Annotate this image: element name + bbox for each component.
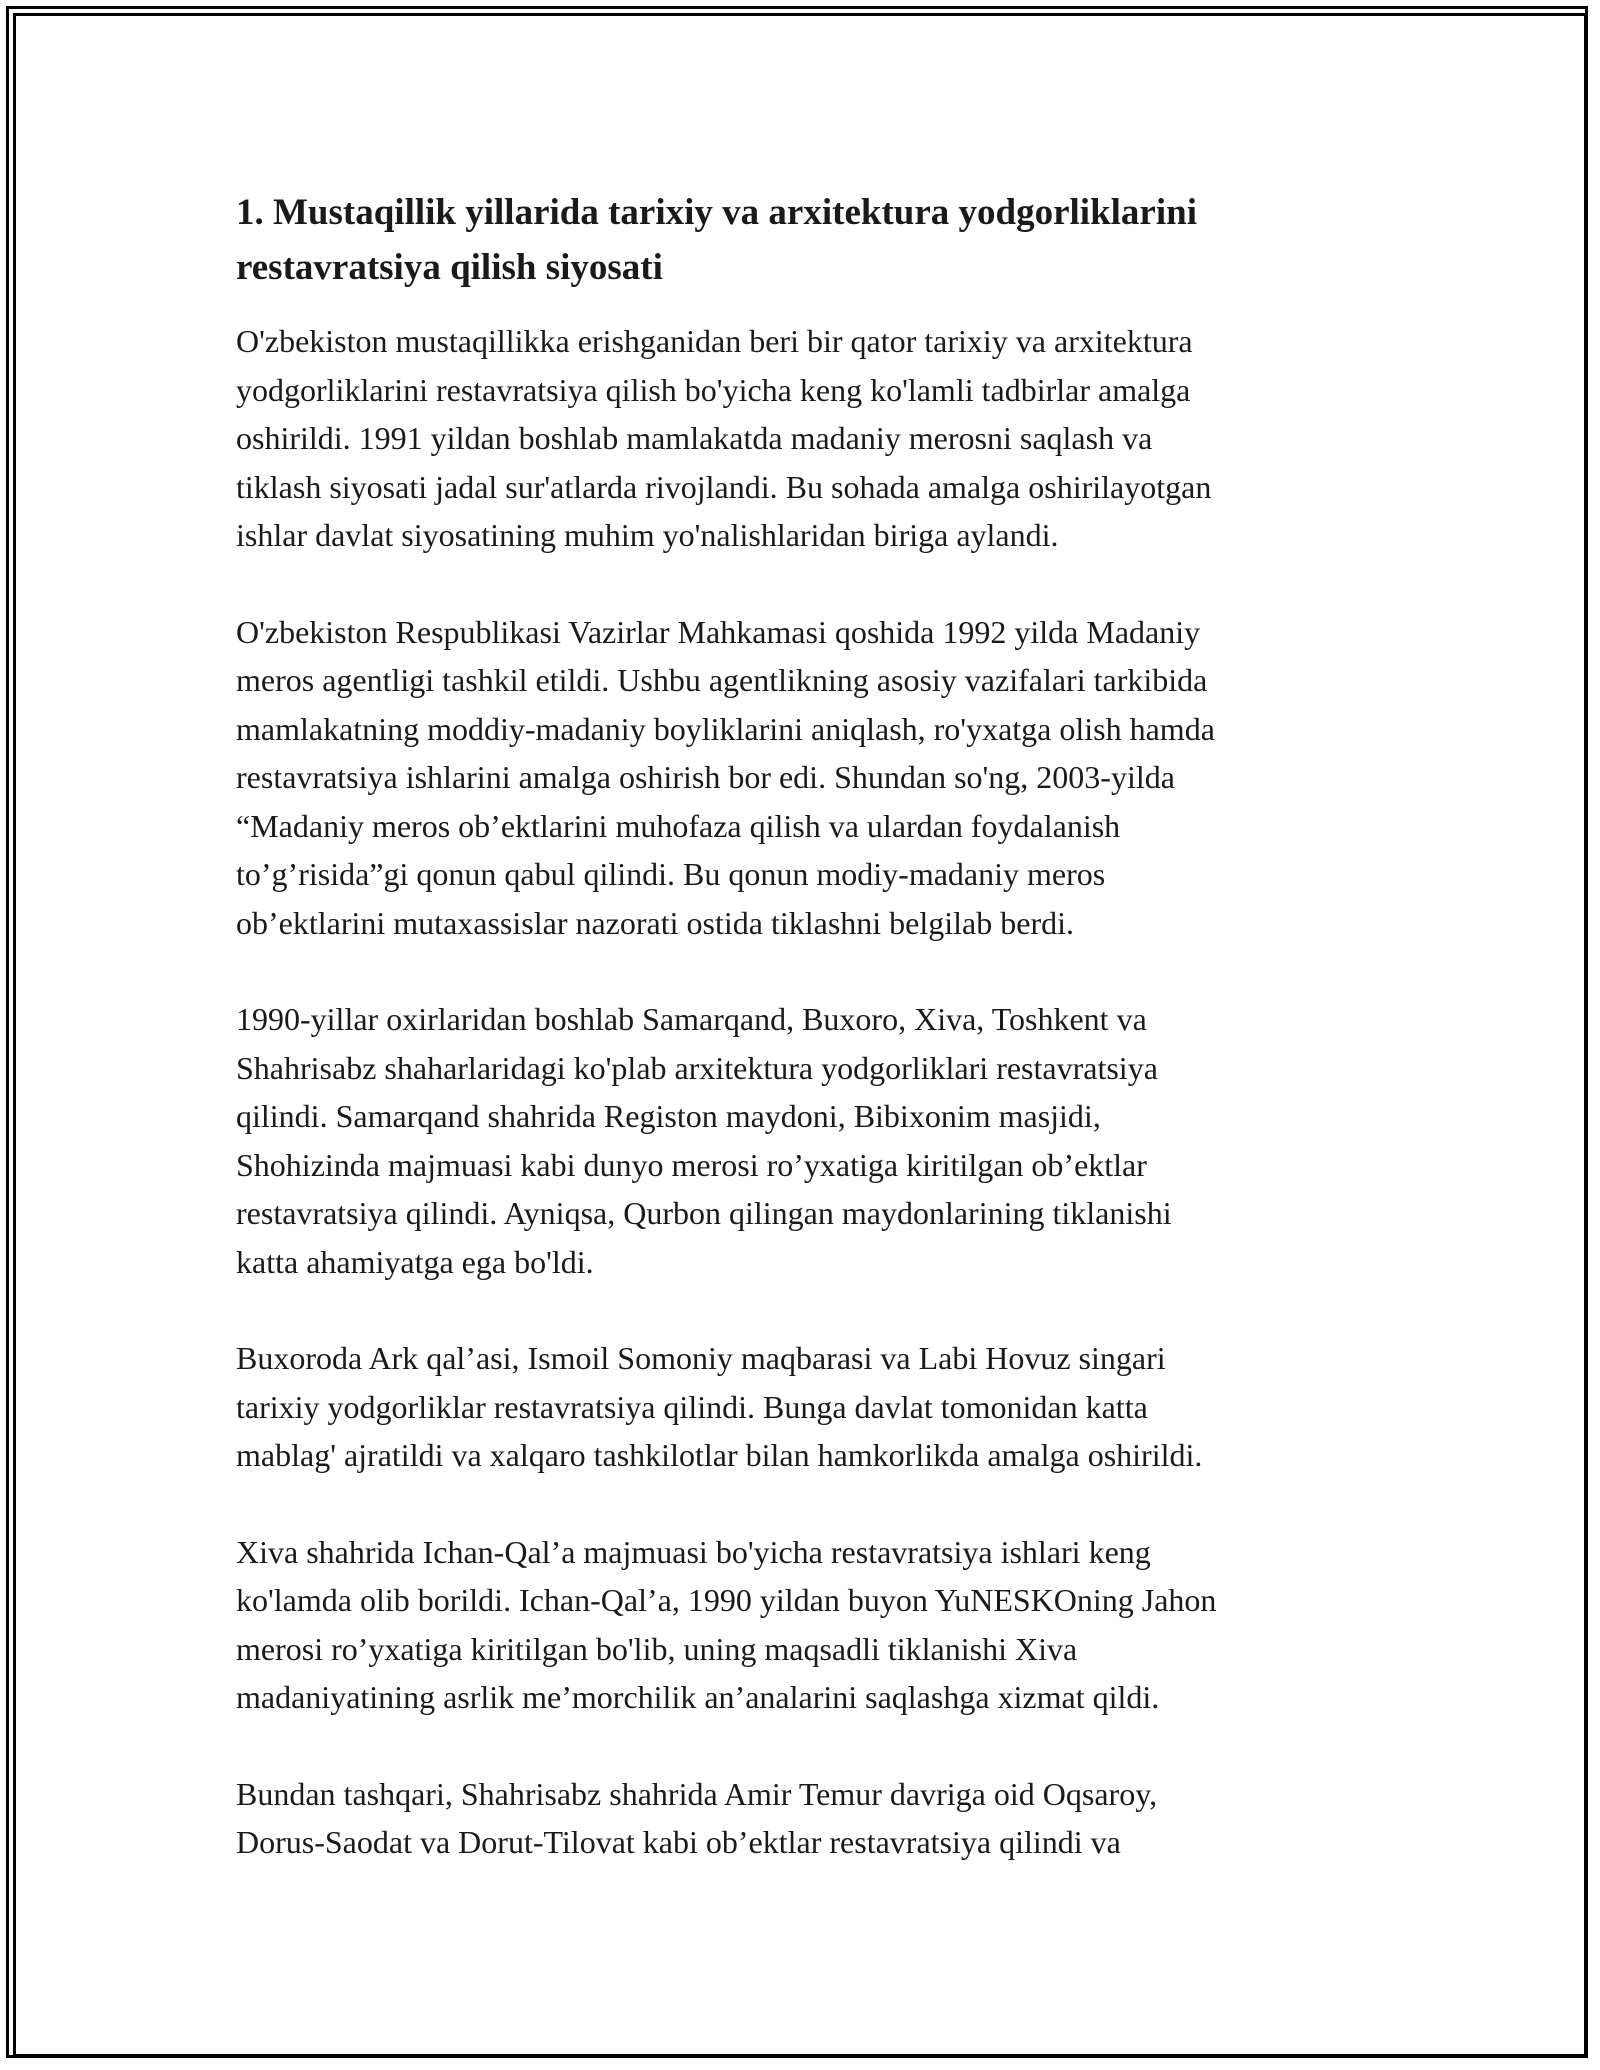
text-line: ob’ektlarini mutaxassislar nazorati ostida tiklashni belgilab berdi. (236, 904, 1074, 941)
text-line: Bundan tashqari, Shahrisabz shahrida Amir Temur davriga oid Oqsaroy, (236, 1775, 1158, 1812)
title-line: 1. Mustaqillik yillarida tarixiy va arxitektura yodgorliklarini (236, 192, 1197, 233)
text-line: O'zbekiston mustaqillikka erishganidan beri bir qator tarixiy va arxitektura (236, 323, 1193, 359)
text-line: katta ahamiyatga ega bo'ldi. (236, 1243, 594, 1280)
text-line: restavratsiya qilindi. Ayniqsa, Qurbon qilingan maydonlarining tiklanishi (236, 1195, 1172, 1231)
text-line: Dorus-Saodat va Dorut-Tilovat kabi ob’ektlar restavratsiya qilindi va (236, 1824, 1121, 1860)
title-line: restavratsiya qilish siyosati (236, 247, 663, 288)
text-line: meros agentligi tashkil etildi. Ushbu agentlikning asosiy vazifalari tarkibida (236, 662, 1208, 698)
text-line: merosi ro’yxatiga kiritilgan bo'lib, uning maqsadli tiklanishi Xiva (236, 1630, 1078, 1667)
text-line: restavratsiya ishlarini amalga oshirish bor edi. Shundan so'ng, 2003-yilda (236, 759, 1175, 795)
paragraph-1 (236, 317, 1376, 560)
section-title (236, 185, 1376, 295)
text-line: 1990-yillar oxirlaridan boshlab Samarqand, Buxoro, Xiva, Toshkent va (236, 1001, 1147, 1037)
text-line: mablag' ajratildi va xalqaro tashkilotlar bilan hamkorlikda amalga oshirildi. (236, 1437, 1203, 1473)
text-line: Shahrisabz shaharlaridagi ko'plab arxitektura yodgorliklari restavratsiya (236, 1049, 1158, 1086)
paragraph-5 (236, 1528, 1376, 1722)
paragraph-6 (236, 1770, 1376, 1867)
paragraph-3 (236, 995, 1376, 1286)
paragraph-2 (236, 608, 1376, 948)
text-line: oshirildi. 1991 yildan boshlab mamlakatda madaniy merosni saqlash va (236, 420, 1153, 456)
text-line: ishlar davlat siyosatining muhim yo'nalishlaridan biriga aylandi. (236, 517, 1059, 553)
text-line: yodgorliklarini restavratsiya qilish bo'yicha keng ko'lamli tadbirlar amalga (236, 371, 1191, 408)
document-body (236, 185, 1376, 1915)
text-line: to’g’risida”gi qonun qabul qilindi. Bu qonun modiy-madaniy meros (236, 856, 1106, 892)
text-line: madaniyatining asrlik me’morchilik an’analarini saqlashga xizmat qildi. (236, 1679, 1160, 1715)
text-line: O'zbekiston Respublikasi Vazirlar Mahkamasi qoshida 1992 yilda Madaniy (236, 613, 1201, 650)
text-line: ko'lamda olib borildi. Ichan-Qal’a, 1990 yildan buyon YuNESKOning Jahon (236, 1582, 1217, 1618)
text-line: tiklash siyosati jadal sur'atlarda rivojlandi. Bu sohada amalga oshirilayotgan (236, 468, 1212, 505)
text-line: qilindi. Samarqand shahrida Registon maydoni, Bibixonim masjidi, (236, 1098, 1101, 1134)
paragraph-4 (236, 1334, 1376, 1480)
text-line: Xiva shahrida Ichan-Qal’a majmuasi bo'yicha restavratsiya ishlari keng (236, 1533, 1151, 1570)
text-line: “Madaniy meros ob’ektlarini muhofaza qilish va ulardan foydalanish (236, 807, 1121, 844)
text-line: Shohizinda majmuasi kabi dunyo merosi ro’yxatiga kiritilgan ob’ektlar (236, 1146, 1147, 1183)
text-line: mamlakatning moddiy-madaniy boyliklarini aniqlash, ro'yxatga olish hamda (236, 710, 1215, 747)
text-line: Buxoroda Ark qal’asi, Ismoil Somoniy maqbarasi va Labi Hovuz singari (236, 1340, 1166, 1376)
text-line: tarixiy yodgorliklar restavratsiya qilindi. Bunga davlat tomonidan katta (236, 1388, 1148, 1425)
